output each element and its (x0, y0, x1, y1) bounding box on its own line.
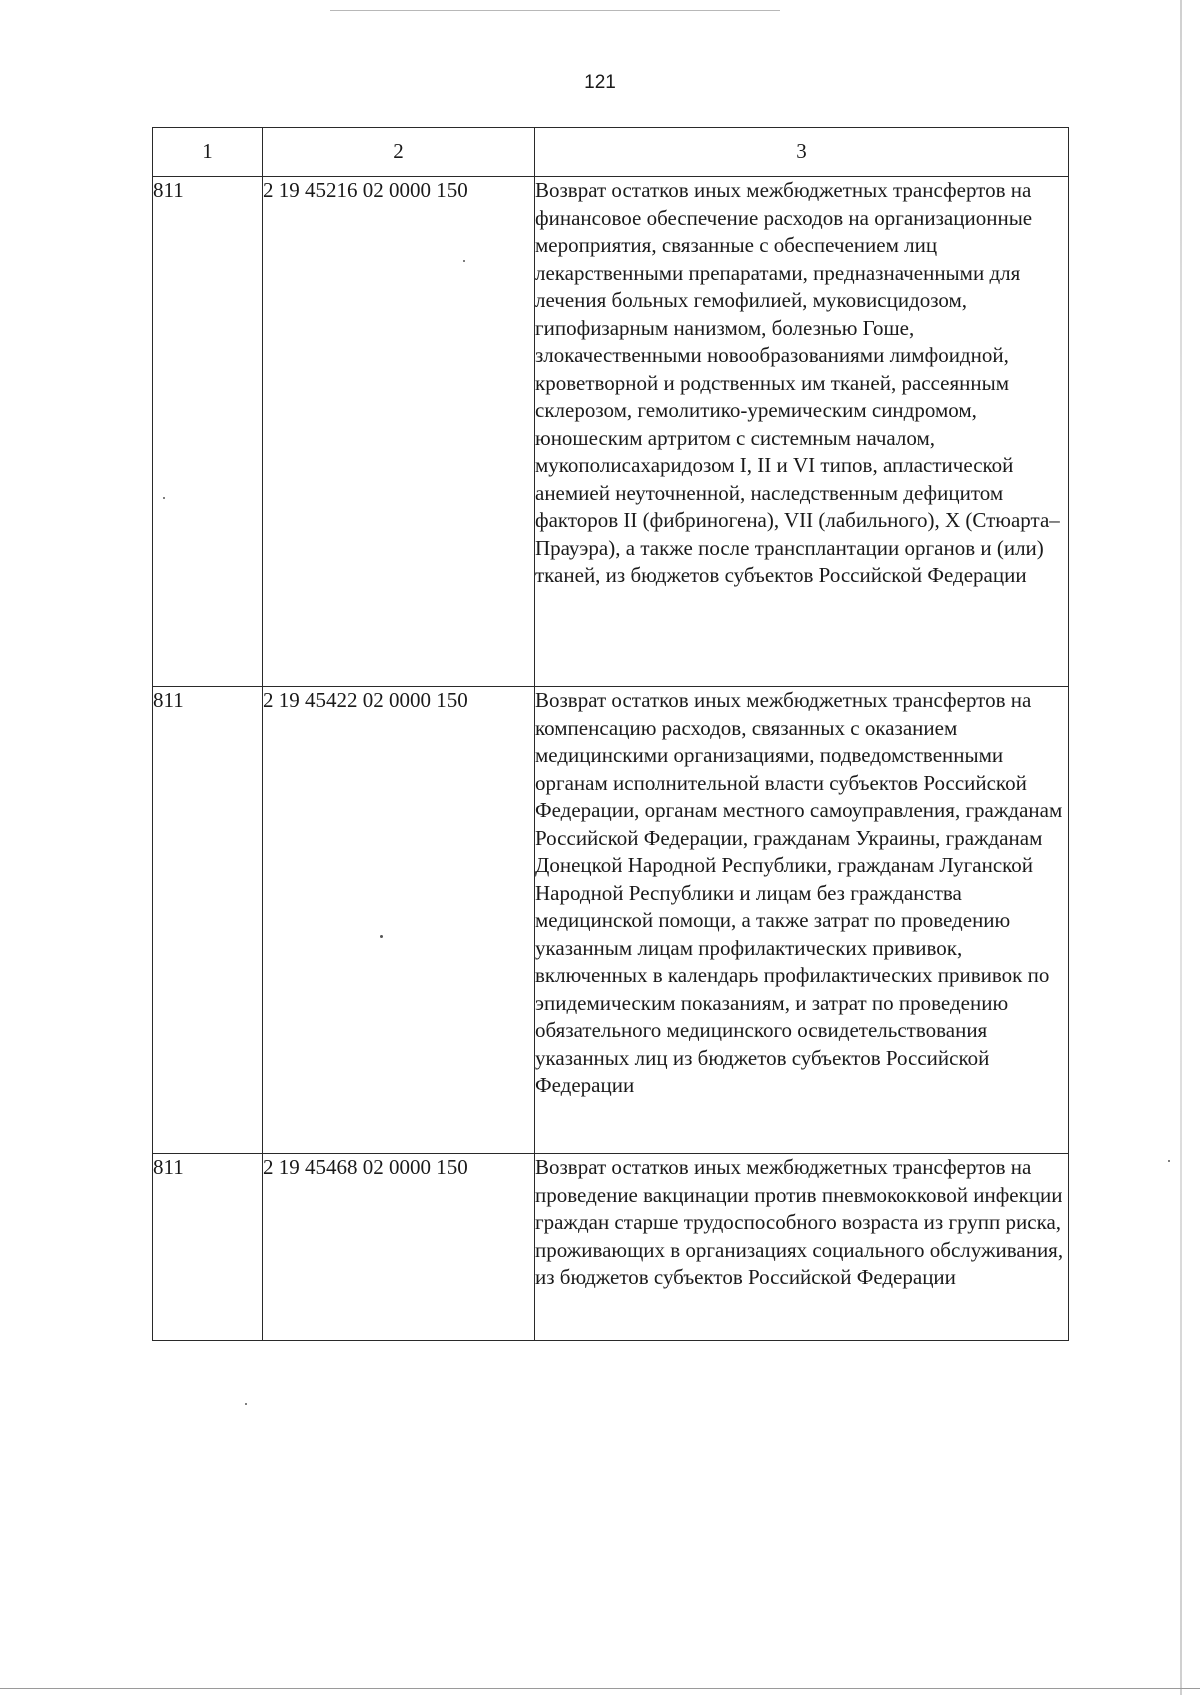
page-number: 121 (584, 72, 616, 93)
scan-artifact-bottom-line (0, 1688, 1200, 1689)
column-header-2: 2 (263, 128, 535, 177)
description-cell: Возврат остатков иных межбюджетных трансфертов на проведение вакцинации против пневмококковой инфекции граждан старше трудоспособного возраста из групп риска, проживающих в организациях социального обслуживания, из бюджетов субъектов Российской Федерации (535, 1154, 1069, 1341)
table-header-row (153, 128, 1069, 177)
column-header-1: 1 (153, 128, 263, 177)
table-row (153, 687, 1069, 1154)
scan-speck (245, 1403, 247, 1405)
scan-artifact-right-edge (1180, 0, 1182, 1695)
scan-speck (1168, 1160, 1170, 1162)
scan-speck (380, 935, 383, 938)
description-cell: Возврат остатков иных межбюджетных трансфертов на компенсацию расходов, связанных с оказанием медицинскими организациями, подведомственными органам исполнительной власти субъектов Российской Федерации, органам местного самоуправления, гражданам Российской Федерации, гражданам Украины, гражданам Донецкой Народной Республики, гражданам Луганской Народной Республики и лицам без гражданства медицинской помощи, а также затрат по проведению указанным лицам профилактических прививок, включенных в календарь профилактических прививок по эпидемическим показаниям, и затрат по проведению обязательного медицинского освидетельствования указанных лиц из бюджетов субъектов Российской Федерации (535, 687, 1069, 1154)
budget-codes-table (152, 127, 1069, 1341)
admin-code-cell: 811 (153, 1154, 263, 1341)
budget-classification-code-cell: 2 19 45422 02 0000 150 (263, 687, 535, 1154)
budget-classification-code-cell: 2 19 45216 02 0000 150 (263, 177, 535, 687)
scan-speck (163, 497, 165, 499)
column-header-3: 3 (535, 128, 1069, 177)
table-row (153, 1154, 1069, 1341)
scan-speck (463, 260, 465, 262)
budget-classification-code-cell: 2 19 45468 02 0000 150 (263, 1154, 535, 1341)
admin-code-cell: 811 (153, 687, 263, 1154)
scan-artifact-top-line (330, 10, 780, 11)
table-row (153, 177, 1069, 687)
description-cell: Возврат остатков иных межбюджетных трансфертов на финансовое обеспечение расходов на организационные мероприятия, связанные с обеспечением лиц лекарственными препаратами, предназначенными для лечения больных гемофилией, муковисцидозом, гипофизарным нанизмом, болезнью Гоше, злокачественными новообразованиями лимфоидной, кроветворной и родственных им тканей, рассеянным склерозом, гемолитико-уремическим синдромом, юношеским артритом с системным началом, мукополисахаридозом I, II и VI типов, апластической анемией неуточненной, наследственным дефицитом факторов II (фибриногена), VII (лабильного), X (Стюарта–Прауэра), а также после трансплантации органов и (или) тканей, из бюджетов субъектов Российской Федерации (535, 177, 1069, 687)
admin-code-cell: 811 (153, 177, 263, 687)
